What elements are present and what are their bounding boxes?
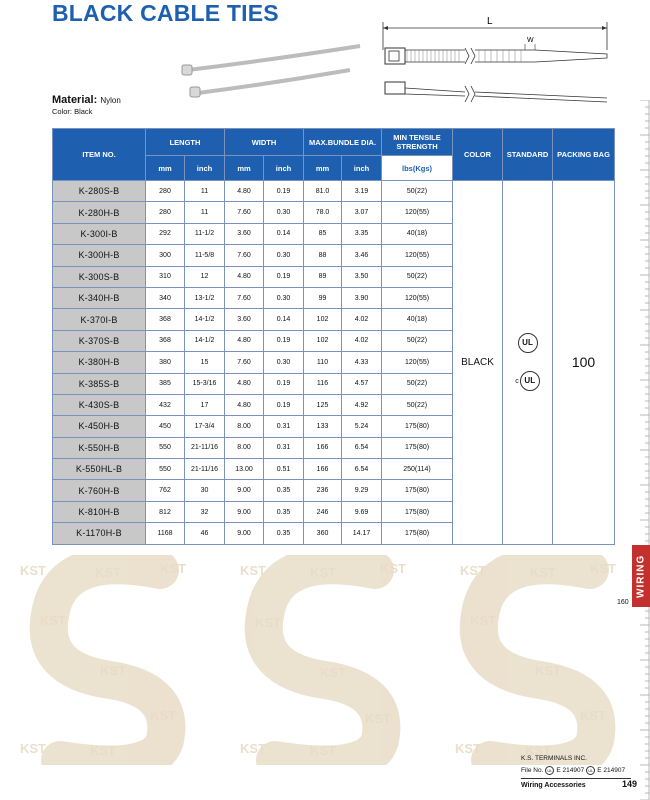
watermark-text: KST [380, 561, 406, 576]
cell-tensile: 250(114) [382, 459, 453, 480]
cell-len-mm: 300 [146, 245, 185, 266]
cell-bun-mm: 116 [304, 373, 342, 394]
cell-len-in: 21-11/16 [185, 437, 225, 458]
footer-file-1: E 214907 [556, 767, 585, 774]
watermark-text: KST [580, 708, 606, 723]
cell-bun-in: 3.90 [342, 287, 382, 308]
cell-len-mm: 380 [146, 352, 185, 373]
cell-len-in: 11 [185, 181, 225, 202]
cell-bun-in: 3.46 [342, 245, 382, 266]
cell-tensile: 120(55) [382, 245, 453, 266]
cell-wid-mm: 3.60 [225, 223, 264, 244]
item-number-cell: K-550H-B [53, 437, 146, 458]
cell-len-in: 17 [185, 394, 225, 415]
subheader-inch: inch [185, 156, 225, 181]
item-number-cell: K-760H-B [53, 480, 146, 501]
cell-len-in: 46 [185, 523, 225, 544]
item-number-cell: K-300I-B [53, 223, 146, 244]
cell-bun-mm: 89 [304, 266, 342, 287]
footer-divider [521, 778, 631, 779]
cell-len-mm: 280 [146, 202, 185, 223]
cable-tie-dimension-drawing [375, 10, 615, 110]
cell-wid-in: 0.19 [264, 373, 304, 394]
cell-wid-in: 0.30 [264, 202, 304, 223]
item-number-cell: K-385S-B [53, 373, 146, 394]
footer-file-2: E 214907 [597, 767, 626, 774]
cell-wid-in: 0.35 [264, 523, 304, 544]
cell-tensile: 175(80) [382, 416, 453, 437]
material-label: Material: [52, 94, 98, 106]
cell-len-in: 32 [185, 501, 225, 522]
spec-table-body [53, 181, 615, 545]
cell-bun-in: 9.29 [342, 480, 382, 501]
watermark-text: KST [320, 665, 346, 680]
item-number-cell: K-280S-B [53, 181, 146, 202]
cell-tensile: 175(80) [382, 501, 453, 522]
footer-category: Wiring Accessories [521, 782, 586, 789]
cell-wid-in: 0.51 [264, 459, 304, 480]
cell-wid-mm: 9.00 [225, 523, 264, 544]
cell-wid-mm: 9.00 [225, 501, 264, 522]
cell-wid-in: 0.35 [264, 501, 304, 522]
cell-wid-mm: 4.80 [225, 266, 264, 287]
cell-len-in: 11 [185, 202, 225, 223]
watermark-text: KST [530, 565, 556, 580]
cell-len-in: 11-5/8 [185, 245, 225, 266]
header-item-no: ITEM NO. [53, 129, 146, 181]
item-number-cell: K-810H-B [53, 501, 146, 522]
subheader-lbs: lbs(Kgs) [382, 156, 453, 181]
cul-listed-mark [503, 371, 552, 391]
cell-bun-mm: 110 [304, 352, 342, 373]
subheader-mm: mm [304, 156, 342, 181]
header-width: WIDTH [225, 129, 304, 156]
item-number-cell: K-300S-B [53, 266, 146, 287]
packing-cell: 100 [553, 181, 615, 545]
cell-wid-mm: 7.60 [225, 202, 264, 223]
cell-bun-in: 4.92 [342, 394, 382, 415]
table-row [53, 181, 615, 202]
cell-bun-mm: 78.0 [304, 202, 342, 223]
cell-wid-mm: 4.80 [225, 373, 264, 394]
cell-wid-in: 0.30 [264, 287, 304, 308]
cell-bun-mm: 236 [304, 480, 342, 501]
cell-wid-in: 0.30 [264, 352, 304, 373]
cell-bun-mm: 81.0 [304, 181, 342, 202]
header-max-bundle: MAX.BUNDLE DIA. [304, 129, 382, 156]
cell-tensile: 120(55) [382, 287, 453, 308]
cell-len-mm: 292 [146, 223, 185, 244]
cell-wid-mm: 9.00 [225, 480, 264, 501]
cell-wid-mm: 8.00 [225, 416, 264, 437]
footer-page-number: 149 [622, 779, 638, 789]
cell-bun-in: 3.19 [342, 181, 382, 202]
cell-tensile: 50(22) [382, 266, 453, 287]
watermark-text: KST [535, 663, 561, 678]
cell-wid-mm: 4.80 [225, 330, 264, 351]
cell-bun-in: 6.54 [342, 459, 382, 480]
footer-company: K.S. TERMINALS INC. [521, 755, 587, 762]
cell-len-mm: 368 [146, 309, 185, 330]
watermark-text: KST [590, 561, 616, 576]
watermark-text: KST [90, 743, 116, 758]
cell-wid-in: 0.19 [264, 330, 304, 351]
cell-len-in: 15-3/16 [185, 373, 225, 394]
item-number-cell: K-300H-B [53, 245, 146, 266]
cell-len-mm: 450 [146, 416, 185, 437]
cul-icon: UL [588, 768, 594, 773]
cell-len-mm: 550 [146, 459, 185, 480]
cell-len-mm: 385 [146, 373, 185, 394]
length-dimension-label: L [487, 16, 493, 27]
cell-tensile: 175(80) [382, 437, 453, 458]
header-packing: PACKING BAG [553, 129, 615, 181]
cell-bun-mm: 166 [304, 437, 342, 458]
watermark-text: KST [470, 613, 496, 628]
material-line [52, 94, 121, 106]
header-standard: STANDARD [503, 129, 553, 181]
section-tab-wiring[interactable]: WIRING [632, 545, 650, 607]
cell-bun-mm: 88 [304, 245, 342, 266]
cell-wid-mm: 3.60 [225, 309, 264, 330]
subheader-mm: mm [146, 156, 185, 181]
cell-bun-mm: 99 [304, 287, 342, 308]
cell-len-in: 30 [185, 480, 225, 501]
item-number-cell: K-340H-B [53, 287, 146, 308]
ul-listed-icon: UL [518, 333, 538, 353]
item-number-cell: K-550HL-B [53, 459, 146, 480]
cable-tie-photo [180, 38, 370, 108]
cell-wid-in: 0.31 [264, 416, 304, 437]
side-page-number: 160 [617, 599, 629, 606]
cell-wid-mm: 13.00 [225, 459, 264, 480]
cell-wid-mm: 7.60 [225, 287, 264, 308]
cell-len-in: 15 [185, 352, 225, 373]
cell-bun-mm: 102 [304, 309, 342, 330]
cell-bun-in: 5.24 [342, 416, 382, 437]
cell-tensile: 50(22) [382, 330, 453, 351]
cell-wid-mm: 4.80 [225, 394, 264, 415]
cell-len-mm: 368 [146, 330, 185, 351]
watermark-text: KST [40, 613, 66, 628]
ul-icon: UL [547, 768, 553, 773]
watermark-text: KST [310, 565, 336, 580]
cell-bun-in: 3.35 [342, 223, 382, 244]
item-number-cell: K-370I-B [53, 309, 146, 330]
cell-wid-in: 0.19 [264, 266, 304, 287]
kst-watermark [0, 555, 630, 765]
color-cell: BLACK [453, 181, 503, 545]
watermark-text: KST [20, 741, 46, 756]
cell-bun-in: 4.57 [342, 373, 382, 394]
cell-tensile: 50(22) [382, 373, 453, 394]
side-ruler [634, 100, 650, 800]
cell-wid-in: 0.14 [264, 309, 304, 330]
cell-bun-mm: 246 [304, 501, 342, 522]
item-number-cell: K-380H-B [53, 352, 146, 373]
header-min-tensile: MIN TENSILE STRENGTH [382, 129, 453, 156]
item-number-cell: K-1170H-B [53, 523, 146, 544]
cell-len-mm: 340 [146, 287, 185, 308]
cell-len-in: 11-1/2 [185, 223, 225, 244]
watermark-text: KST [460, 563, 486, 578]
cell-bun-mm: 125 [304, 394, 342, 415]
cul-listed-icon: UL [520, 371, 540, 391]
cell-len-mm: 280 [146, 181, 185, 202]
cell-tensile: 175(80) [382, 523, 453, 544]
cell-tensile: 175(80) [382, 480, 453, 501]
cell-bun-in: 4.02 [342, 330, 382, 351]
cell-bun-mm: 133 [304, 416, 342, 437]
cell-tensile: 50(22) [382, 181, 453, 202]
header-length: LENGTH [146, 129, 225, 156]
cell-len-mm: 550 [146, 437, 185, 458]
cell-len-in: 21-11/16 [185, 459, 225, 480]
width-dimension-label: W [527, 37, 534, 44]
item-number-cell: K-280H-B [53, 202, 146, 223]
cell-len-mm: 432 [146, 394, 185, 415]
cell-tensile: 120(55) [382, 352, 453, 373]
cell-len-in: 12 [185, 266, 225, 287]
cell-wid-in: 0.35 [264, 480, 304, 501]
cell-wid-mm: 7.60 [225, 245, 264, 266]
cell-wid-in: 0.19 [264, 181, 304, 202]
watermark-text: KST [365, 711, 391, 726]
cell-len-in: 17-3/4 [185, 416, 225, 437]
cell-len-mm: 1168 [146, 523, 185, 544]
cell-wid-mm: 4.80 [225, 181, 264, 202]
cell-wid-mm: 8.00 [225, 437, 264, 458]
material-value: Nylon [100, 96, 121, 105]
cell-bun-mm: 166 [304, 459, 342, 480]
cell-bun-mm: 102 [304, 330, 342, 351]
spec-table [52, 128, 615, 545]
cell-len-in: 13-1/2 [185, 287, 225, 308]
cell-wid-in: 0.19 [264, 394, 304, 415]
cell-wid-in: 0.14 [264, 223, 304, 244]
cell-len-mm: 762 [146, 480, 185, 501]
cell-len-mm: 310 [146, 266, 185, 287]
cell-len-mm: 812 [146, 501, 185, 522]
cell-len-in: 14-1/2 [185, 309, 225, 330]
cell-bun-mm: 85 [304, 223, 342, 244]
cell-len-in: 14-1/2 [185, 330, 225, 351]
watermark-text: KST [150, 708, 176, 723]
cell-bun-mm: 360 [304, 523, 342, 544]
cell-bun-in: 3.07 [342, 202, 382, 223]
watermark-text: KST [240, 741, 266, 756]
footer-file-label: File No. [521, 767, 544, 774]
page-title: BLACK CABLE TIES [52, 0, 279, 26]
footer-file-numbers [521, 766, 625, 775]
watermark-text: KST [455, 741, 481, 756]
watermark-text: KST [310, 743, 336, 758]
watermark-text: KST [160, 561, 186, 576]
subheader-inch: inch [342, 156, 382, 181]
cell-tensile: 120(55) [382, 202, 453, 223]
watermark-text: KST [100, 663, 126, 678]
cell-bun-in: 14.17 [342, 523, 382, 544]
cell-bun-in: 4.33 [342, 352, 382, 373]
item-number-cell: K-370S-B [53, 330, 146, 351]
cell-bun-in: 6.54 [342, 437, 382, 458]
watermark-text: KST [240, 563, 266, 578]
watermark-text: KST [525, 743, 551, 758]
cell-bun-in: 4.02 [342, 309, 382, 330]
item-number-cell: K-450H-B [53, 416, 146, 437]
cell-wid-in: 0.31 [264, 437, 304, 458]
cell-wid-mm: 7.60 [225, 352, 264, 373]
cell-tensile: 40(18) [382, 223, 453, 244]
standard-cell [503, 181, 553, 545]
cell-bun-in: 9.69 [342, 501, 382, 522]
header-color: COLOR [453, 129, 503, 181]
cell-bun-in: 3.50 [342, 266, 382, 287]
cul-prefix: c [515, 377, 519, 385]
cell-wid-in: 0.30 [264, 245, 304, 266]
watermark-text: KST [255, 615, 281, 630]
watermark-text: KST [95, 565, 121, 580]
cell-tensile: 50(22) [382, 394, 453, 415]
item-number-cell: K-430S-B [53, 394, 146, 415]
cell-tensile: 40(18) [382, 309, 453, 330]
subheader-mm: mm [225, 156, 264, 181]
subheader-inch: inch [264, 156, 304, 181]
color-line: Color: Black [52, 107, 93, 116]
watermark-text: KST [20, 563, 46, 578]
